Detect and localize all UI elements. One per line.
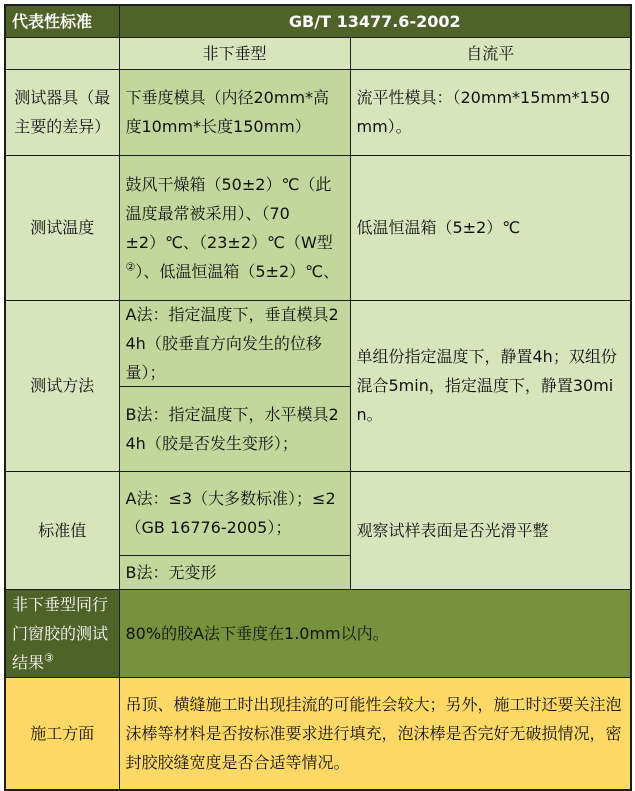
selflevel-test-method: 单组份指定温度下，静置4h；双组份混合5min，指定温度下，静置30min。 (350, 300, 631, 471)
method-a-cell (120, 301, 350, 386)
subheader-empty (5, 37, 119, 69)
standard-a-text: A法：≤3（大多数标准）；≤2（GB 16776-2005）； (125, 489, 336, 537)
method-b-text: B法：指定温度下，水平模具24h（胶是否发生变形）； (125, 404, 339, 453)
standard-b-cell (120, 555, 350, 589)
result-label-text: 非下垂型同行门窗胶的测试结果 (12, 594, 109, 672)
row-test-method (5, 300, 631, 471)
selflevel-standard-value: 观察试样表面是否光滑平整 (350, 471, 631, 589)
comparison-table (4, 4, 632, 791)
label-test-result (5, 589, 119, 677)
row-test-temperature (5, 155, 631, 300)
subheader-row (5, 37, 631, 69)
standard-a-cell (120, 472, 350, 555)
value-test-result: 80%的胶A法下垂度在1.0mm以内。 (119, 589, 631, 677)
row-test-tool (5, 69, 631, 155)
row-construction (5, 677, 631, 790)
value-construction: 吊顶、横缝施工时出现挂流的可能性会较大；另外，施工时还要关注泡沫棒等材料是否按标准要求进行填充，泡沫棒是否完好无破损情况，密封胶胶缝宽度是否合适等情况。 (119, 677, 631, 790)
header-standard-code: GB/T 13477.6-2002 (119, 5, 631, 37)
label-standard-value: 标准值 (5, 471, 119, 589)
header-row (5, 5, 631, 37)
subheader-self-leveling: 自流平 (350, 37, 631, 69)
method-a-text: A法：指定温度下，垂直模具24h（胶垂直方向发生的位移量）； (125, 304, 339, 382)
nonsag-temp-text-b: ）、低温恒温箱（5±2）℃、 (135, 261, 340, 281)
selflevel-test-tool: 流平性模具：（20mm*15mm*150mm）。 (350, 69, 631, 155)
footnote-mark-2: ② (125, 260, 136, 274)
nonsag-test-temperature (119, 155, 350, 300)
standard-b-text: B法：无变形 (125, 562, 217, 582)
nonsag-standard-value (119, 471, 350, 589)
subheader-nonsag: 非下垂型 (119, 37, 350, 69)
label-test-tool: 测试器具（最主要的差异） (5, 69, 119, 155)
row-standard-value (5, 471, 631, 589)
label-test-temperature: 测试温度 (5, 155, 119, 300)
header-representative-standard: 代表性标准 (5, 5, 119, 37)
selflevel-test-temperature: 低温恒温箱（5±2）℃ (350, 155, 631, 300)
method-b-cell (120, 386, 350, 471)
nonsag-test-tool: 下垂度模具（内径20mm*高度10mm*长度150mm） (119, 69, 350, 155)
nonsag-test-method (119, 300, 350, 471)
nonsag-temp-text-a: 鼓风干燥箱（50±2）℃（此温度最常被采用）、（70±2）℃、（23±2）℃（W型 (125, 174, 333, 252)
row-test-result (5, 589, 631, 677)
footnote-mark-3: ③ (44, 651, 54, 665)
label-construction: 施工方面 (5, 677, 119, 790)
label-test-method: 测试方法 (5, 300, 119, 471)
